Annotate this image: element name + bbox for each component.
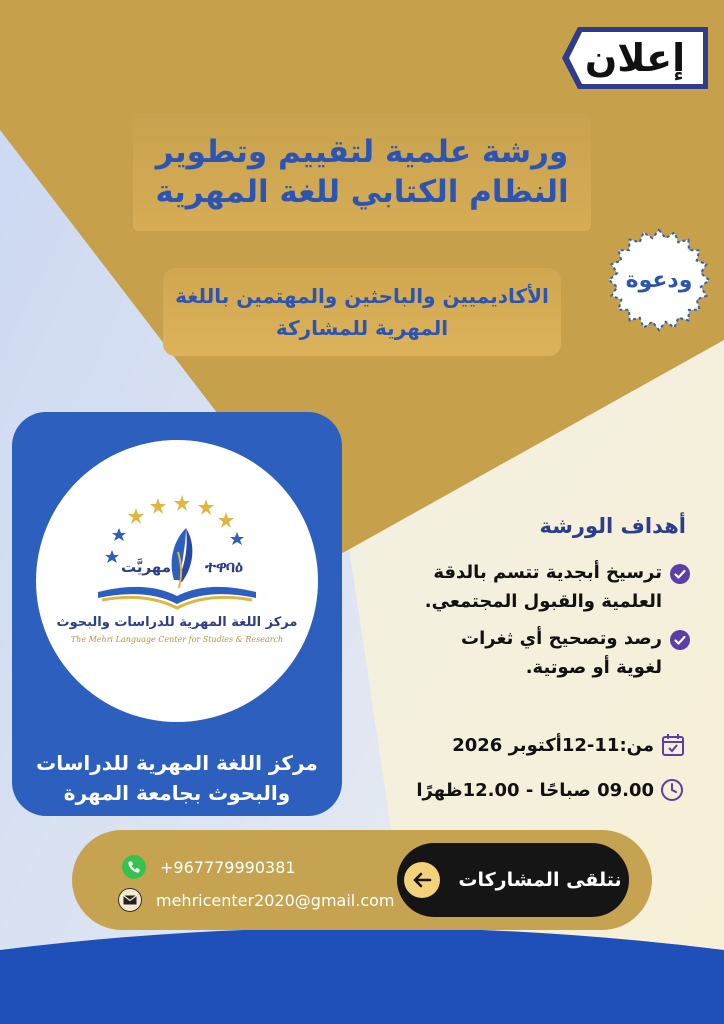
time-text: 09.00 صباحًا - 12.00ظهرًا (416, 779, 654, 801)
cta-label: نتلقى المشاركات (458, 869, 622, 891)
time-row (412, 778, 684, 802)
logo-circle (36, 440, 318, 722)
goal-item (395, 624, 690, 682)
check-circle-icon (670, 630, 690, 650)
phone-icon (122, 855, 146, 879)
workshop-title: ورشة علمية لتقييم وتطوير النظام الكتابي للغة المهرية (155, 134, 569, 210)
submit-participation-button[interactable] (397, 843, 629, 917)
clock-icon (660, 778, 684, 802)
email-row[interactable] (118, 888, 394, 912)
announcement-label: إعلان (584, 36, 686, 80)
date-text: من:11-12أكتوبر 2026 (452, 734, 654, 756)
invitation-badge-label: ودعوة (625, 267, 693, 293)
announcement-tag (560, 25, 710, 91)
goal-item (395, 558, 690, 616)
center-arabic-logo-text: مركز اللغة المهرية للدراسات والبحوث (56, 615, 298, 630)
invitation-text: الأكاديميين والباحثين والمهتمين باللغة المهرية للمشاركة (175, 284, 549, 340)
goal-text: ترسيخ أبجدية تتسم بالدقة العلمية والقبول المجتمعي. (424, 562, 662, 612)
invitation-box (163, 268, 561, 356)
email-address: mehricenter2020@gmail.com (156, 890, 395, 910)
center-english-logo-text: The Mehri Language Center for Studies & Research (70, 635, 284, 644)
brand-script: ተዋባዕ (205, 557, 243, 576)
goal-text: رصد وتصحيح أي ثغرات لغوية أو صوتية. (461, 628, 662, 678)
phone-number: +967779990381 (160, 857, 296, 877)
title-box (133, 113, 591, 231)
phone-row[interactable] (122, 855, 296, 879)
goals-title: أهداف الورشة (539, 514, 686, 538)
invitation-badge (607, 228, 711, 332)
arrow-left-icon (404, 862, 440, 898)
brand-arabic: مهريَّت (120, 558, 172, 576)
date-row (440, 732, 686, 758)
check-circle-icon (670, 564, 690, 584)
center-logo-icon (36, 440, 318, 722)
mail-icon (118, 888, 142, 912)
calendar-icon (660, 732, 686, 758)
center-name: مركز اللغة المهرية للدراسات والبحوث بجامعة المهرة (36, 751, 318, 805)
